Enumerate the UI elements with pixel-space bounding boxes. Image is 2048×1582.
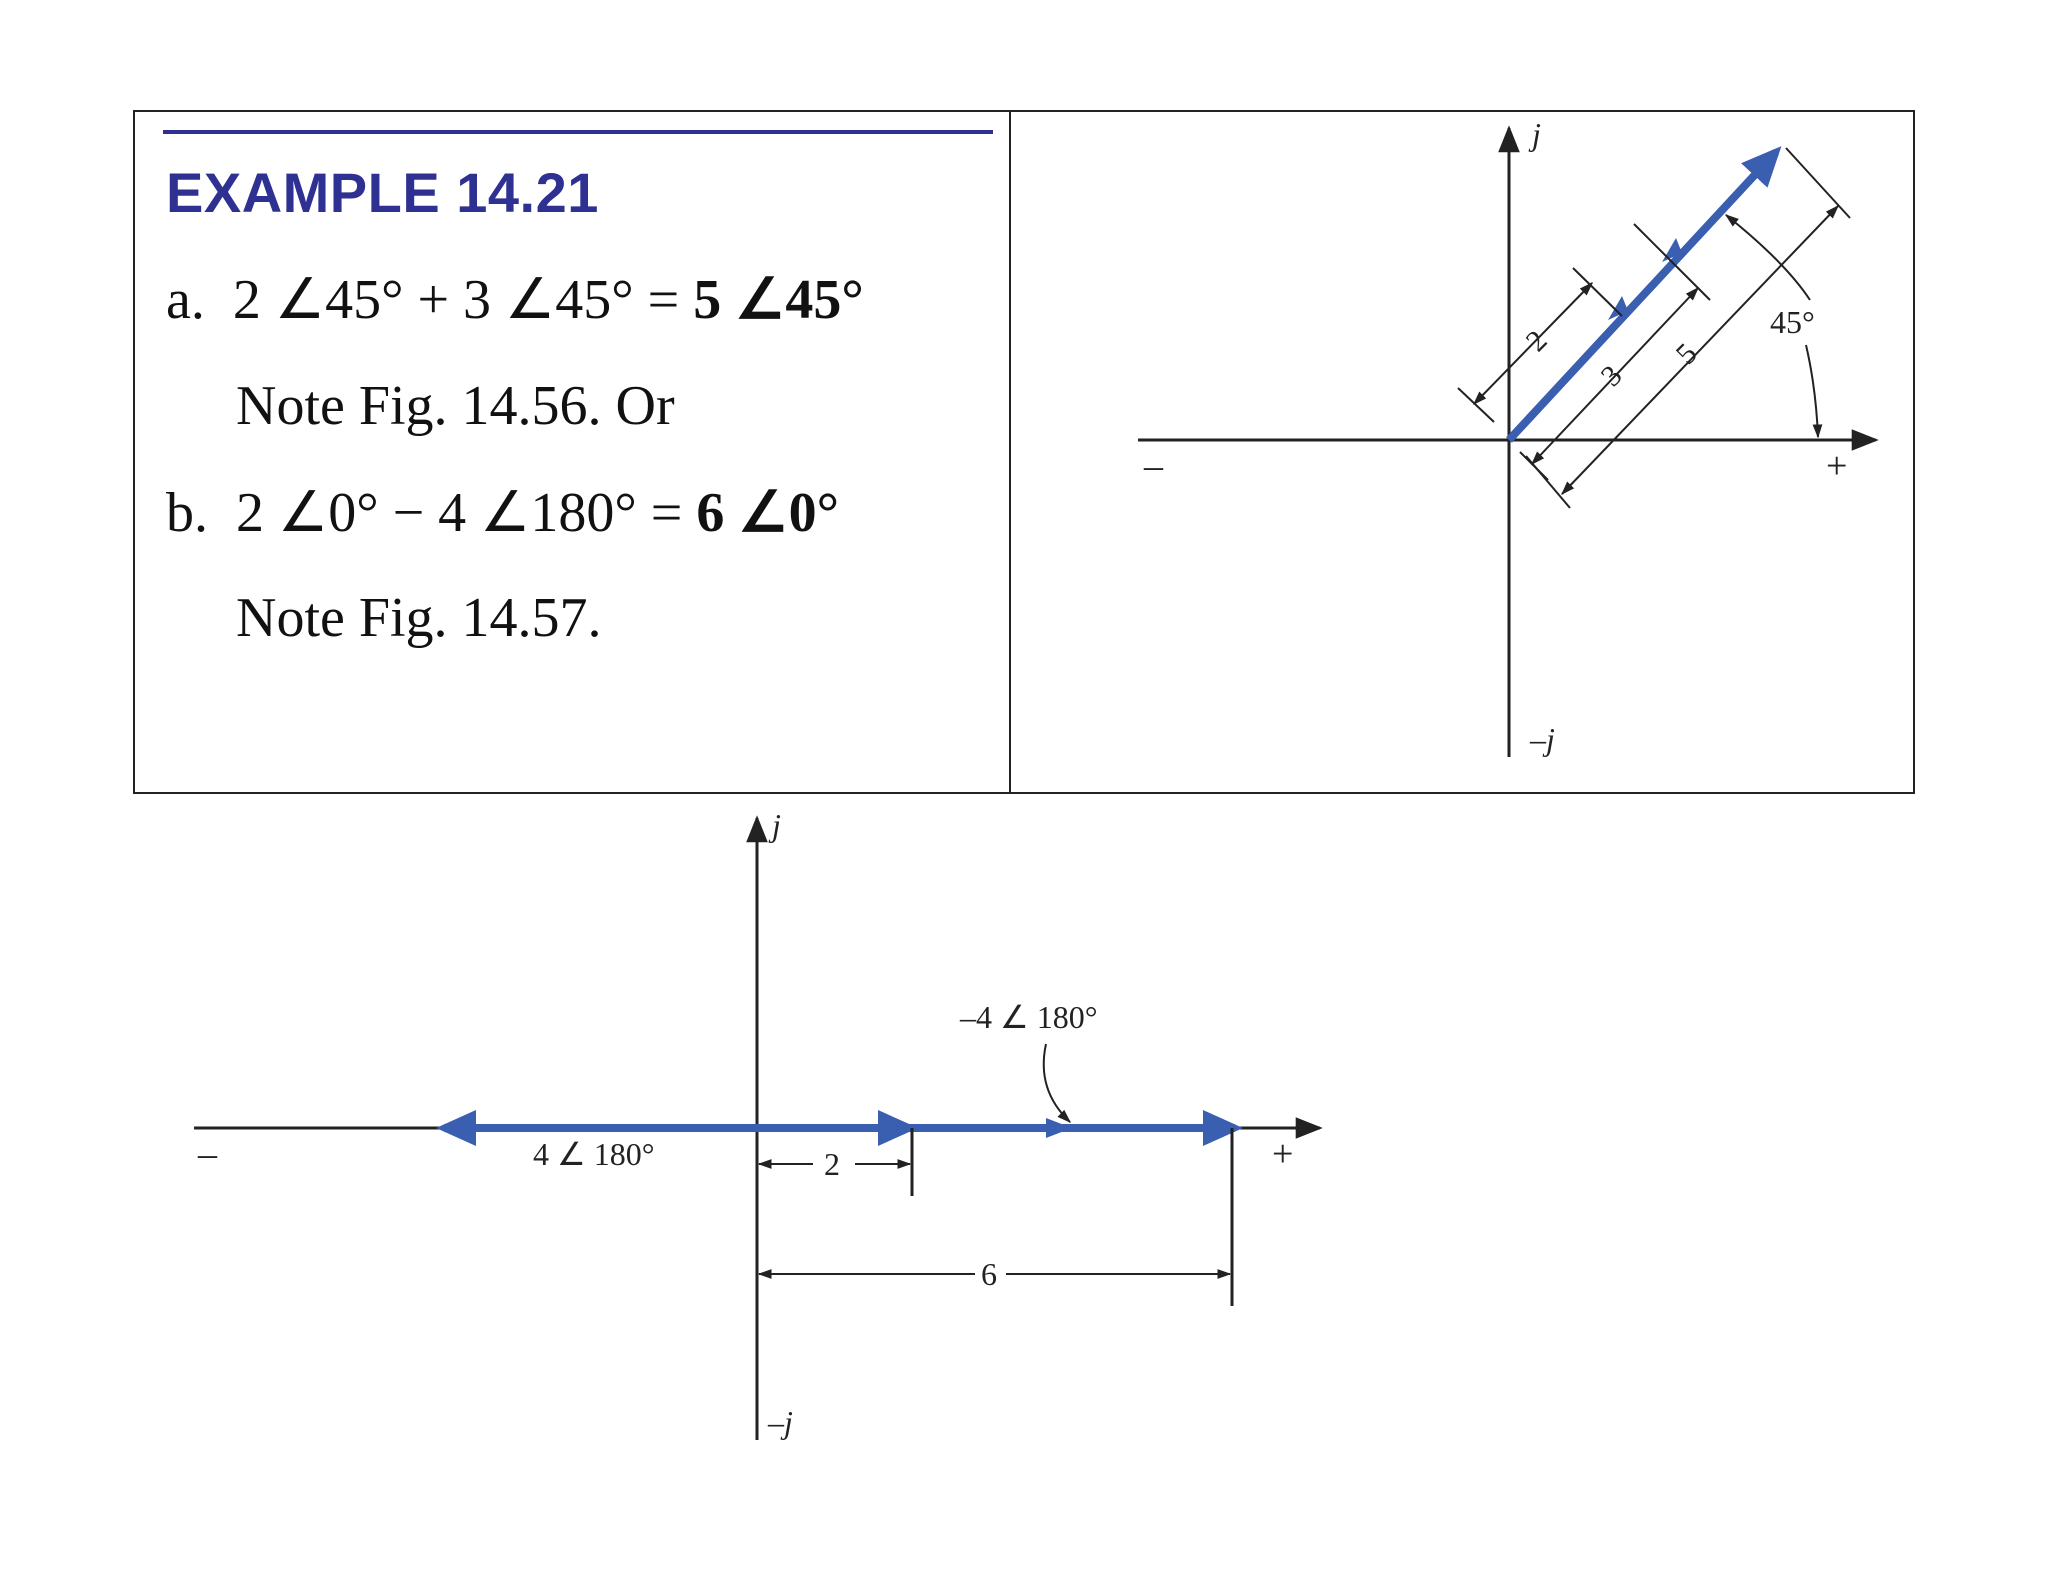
example-title: EXAMPLE 14.21 bbox=[166, 161, 599, 224]
label-neg-j: –j bbox=[768, 1404, 793, 1440]
note-b: Note Fig. 14.57. bbox=[236, 587, 602, 649]
fig-14-57 bbox=[194, 807, 1320, 1440]
leader-arrow bbox=[1044, 1044, 1070, 1122]
label-plus: + bbox=[1272, 1133, 1294, 1175]
equation-b-expr: 2 ∠0° − 4 ∠180° = bbox=[236, 482, 697, 544]
fig-14-56 bbox=[1138, 116, 1876, 757]
equation-a-label: a. bbox=[166, 269, 205, 331]
dim-5-line bbox=[1562, 206, 1838, 494]
dim-3-label: 3 bbox=[1594, 359, 1629, 393]
label-neg4-180: –4 ∠ 180° bbox=[960, 999, 1098, 1035]
label-j: j bbox=[1532, 116, 1541, 152]
label-plus: + bbox=[1826, 445, 1848, 487]
phasor-5 bbox=[1509, 152, 1776, 440]
angle-label: 45° bbox=[1770, 304, 1815, 340]
dim-2-label: 2 bbox=[824, 1146, 840, 1182]
label-j: j bbox=[772, 807, 781, 843]
dim-2-ext-b bbox=[1573, 268, 1622, 316]
dim-5-ext-a bbox=[1526, 456, 1570, 508]
equation-a-expr: 2 ∠45° + 3 ∠45° = bbox=[232, 269, 694, 331]
angle-arc bbox=[1726, 215, 1810, 300]
label-neg-j: –j bbox=[1530, 721, 1555, 757]
label-minus: – bbox=[1144, 445, 1163, 487]
equation-b-label: b. bbox=[166, 482, 208, 544]
note-a: Note Fig. 14.56. Or bbox=[236, 375, 675, 437]
label-4-180: 4 ∠ 180° bbox=[533, 1136, 655, 1172]
dim-2-ext-a bbox=[1458, 388, 1494, 422]
angle-arc-lower bbox=[1806, 345, 1818, 437]
dim-2-label: 2 bbox=[1519, 324, 1554, 358]
dim-5-ext-b bbox=[1786, 148, 1850, 218]
dim-5-label: 5 bbox=[1669, 337, 1704, 371]
label-minus: – bbox=[198, 1133, 217, 1175]
equation-b-result: 6 ∠0° bbox=[696, 482, 839, 544]
equation-a-result: 5 ∠45° bbox=[693, 269, 864, 331]
dim-6-label: 6 bbox=[981, 1256, 997, 1292]
